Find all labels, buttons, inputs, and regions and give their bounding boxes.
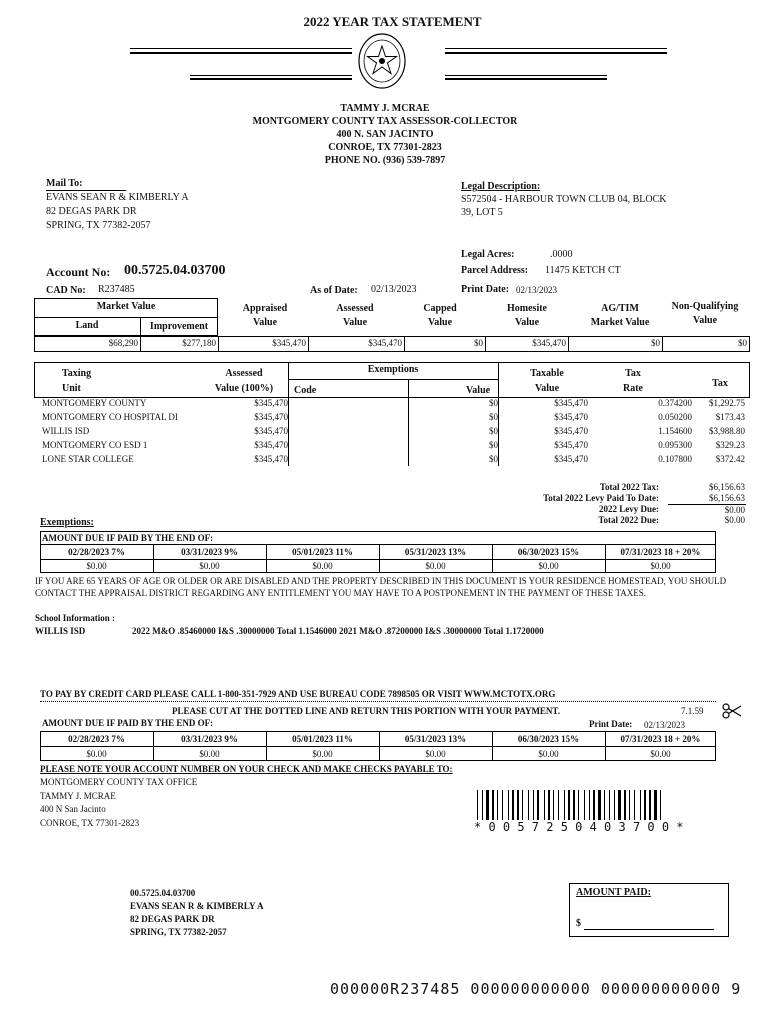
barcode-bar — [564, 790, 565, 820]
barcode-bar — [640, 790, 641, 820]
barcode-bar — [566, 790, 567, 820]
table-row: MONTGOMERY COUNTY $345,470 $0 $345,470 0.374200 $1,292.75 — [42, 398, 745, 408]
header-rule — [445, 52, 667, 54]
barcode-bar — [658, 790, 659, 820]
barcode-bar — [662, 790, 664, 820]
barcode-bar — [522, 790, 523, 820]
amount-2: $0.00 — [199, 561, 220, 571]
barcode-bar — [484, 790, 485, 820]
paid-to-date-label: Total 2022 Levy Paid To Date: — [543, 493, 659, 503]
barcode-bar — [584, 790, 585, 820]
barcode-bar — [586, 790, 588, 820]
print-date-label: Print Date: — [461, 284, 510, 295]
period-5: 06/30/2023 15% — [517, 547, 580, 557]
barcode-bar — [636, 790, 639, 820]
amount-6: $0.00 — [650, 561, 671, 571]
exemptions-header: Exemptions — [367, 364, 419, 375]
appraised-value: $345,470 — [272, 338, 306, 348]
period-4: 05/31/2023 13% — [404, 547, 467, 557]
barcode-bar — [520, 790, 521, 820]
barcode-bar — [510, 790, 511, 820]
barcode-bar — [533, 790, 534, 820]
county-seal-icon — [357, 32, 407, 90]
table-row: MONTGOMERY CO ESD 1 $345,470 $0 $345,470 0.095300 $329.23 — [42, 440, 745, 450]
parcel-address: 11475 KETCH CT — [545, 265, 621, 276]
stub-period-4: 05/31/2023 13% — [404, 734, 467, 744]
school-rates: 2022 M&O .85460000 I&S .30000000 Total 1.1546000 2021 M&O .87200000 I&S .30000000 Total 1.1720000 — [132, 626, 544, 636]
appraised-header: Appraised Value — [242, 303, 288, 328]
barcode-bar — [654, 790, 657, 820]
stub-amount-due-title: AMOUNT DUE IF PAID BY THE END OF: — [42, 718, 214, 728]
remit-city: SPRING, TX 77382-2057 — [130, 927, 227, 937]
barcode-bar — [596, 790, 597, 820]
barcode-bar — [504, 790, 507, 820]
mail-to-label: Mail To: — [46, 178, 83, 189]
collector-name: TAMMY J. MCRAE — [340, 103, 430, 114]
period-2: 03/31/2023 9% — [181, 547, 238, 557]
stub-period-5: 06/30/2023 15% — [517, 734, 580, 744]
barcode-bar — [627, 790, 628, 820]
barcode-bar — [512, 790, 514, 820]
barcode-bar — [479, 790, 481, 820]
barcode-bar — [647, 790, 648, 820]
barcode-bar — [622, 790, 623, 820]
taxing-unit-header: Taxing Unit — [62, 368, 92, 394]
levy-due-label: 2022 Levy Due: — [599, 504, 659, 514]
barcode-bar — [537, 790, 539, 820]
account-barcode — [477, 790, 665, 820]
barcode-bar — [497, 790, 498, 820]
school-district: WILLIS ISD — [35, 626, 86, 636]
tax-header: Tax — [712, 378, 728, 389]
office-title: MONTGOMERY COUNTY TAX ASSESSOR-COLLECTOR — [252, 116, 518, 127]
header-rule — [190, 78, 352, 80]
legal-description: S572504 - HARBOUR TOWN CLUB 04, BLOCK — [461, 194, 667, 205]
stub-amount-6: $0.00 — [650, 749, 671, 759]
barcode-bar — [560, 790, 563, 820]
barcode-bar — [629, 790, 630, 820]
table-row: WILLIS ISD $345,470 $0 $345,470 1.154600 $3,988.80 — [42, 426, 745, 436]
dollar-sign: $ — [576, 918, 581, 929]
statement-title: 2022 YEAR TAX STATEMENT — [303, 14, 482, 29]
payee-line-3: 400 N San Jacinto — [40, 804, 106, 814]
barcode-text: * 0 0 5 7 2 5 0 4 0 3 7 0 0 * — [474, 820, 684, 834]
agtim-value: $0 — [651, 338, 660, 348]
barcode-bar — [642, 790, 643, 820]
form-version: 7.1.59 — [681, 706, 704, 716]
barcode-bar — [499, 790, 501, 820]
barcode-bar — [611, 790, 613, 820]
tax-rows — [42, 398, 750, 468]
barcode-bar — [591, 790, 592, 820]
header-rule — [445, 48, 667, 49]
barcode-bar — [540, 790, 543, 820]
barcode-bar — [502, 790, 503, 820]
office-city: CONROE, TX 77301-2823 — [328, 142, 442, 153]
owner-address: 82 DEGAS PARK DR — [46, 206, 137, 217]
barcode-bar — [598, 790, 601, 820]
barcode-bar — [482, 790, 483, 820]
owner-name: EVANS SEAN R & KIMBERLY A — [46, 192, 189, 203]
payable-note: PLEASE NOTE YOUR ACCOUNT NUMBER ON YOUR CHECK AND MAKE CHECKS PAYABLE TO: — [40, 764, 453, 774]
improvement-value: $277,180 — [182, 338, 216, 348]
land-header: Land — [75, 320, 99, 331]
barcode-bar — [614, 790, 615, 820]
barcode-bar — [490, 790, 491, 820]
stub-amount-3: $0.00 — [312, 749, 333, 759]
barcode-bar — [649, 790, 651, 820]
barcode-bar — [551, 790, 552, 820]
barcode-bar — [578, 790, 579, 820]
barcode-bar — [517, 790, 519, 820]
total-tax-label: Total 2022 Tax: — [599, 482, 659, 492]
stub-amount-2: $0.00 — [199, 749, 220, 759]
legal-acres-label: Legal Acres: — [461, 249, 515, 260]
paid-to-date: $6,156.63 — [709, 493, 745, 503]
barcode-bar — [495, 790, 496, 820]
amount-paid-label: AMOUNT PAID: — [576, 887, 651, 898]
barcode-bar — [644, 790, 646, 820]
barcode-bar — [548, 790, 550, 820]
barcode-bar — [634, 790, 635, 820]
market-value-header: Market Value — [96, 301, 156, 312]
barcode-bar — [555, 790, 557, 820]
homesite-value: $345,470 — [532, 338, 566, 348]
barcode-bar — [530, 790, 532, 820]
amount-4: $0.00 — [425, 561, 446, 571]
header-rule — [445, 75, 607, 76]
remit-name: EVANS SEAN R & KIMBERLY A — [130, 901, 264, 911]
barcode-bar — [515, 790, 516, 820]
header-rule — [445, 78, 607, 80]
barcode-bar — [568, 790, 570, 820]
barcode-bar — [631, 790, 633, 820]
payee-line-2: TAMMY J. MCRAE — [40, 791, 116, 801]
mail-to-underline — [46, 190, 126, 191]
period-6: 07/31/2023 18 + 20% — [620, 547, 701, 557]
amount-5: $0.00 — [538, 561, 559, 571]
stub-period-3: 05/01/2023 11% — [292, 734, 353, 744]
remit-account: 00.5725.04.03700 — [130, 888, 196, 898]
credit-card-notice: TO PAY BY CREDIT CARD PLEASE CALL 1-800-351-7929 AND USE BUREAU CODE 7898505 OR VISIT WWW.MCTOTX.ORG — [40, 689, 556, 699]
barcode-bar — [624, 790, 626, 820]
barcode-bar — [535, 790, 536, 820]
amount-1: $0.00 — [86, 561, 107, 571]
ocr-scan-line: 000000R237485 000000000000 000000000000 9 — [330, 980, 742, 998]
barcode-bar — [616, 790, 617, 820]
barcode-bar — [602, 790, 603, 820]
account-label: Account No: — [46, 265, 111, 279]
parcel-address-label: Parcel Address: — [461, 265, 529, 276]
senior-notice: IF YOU ARE 65 YEARS OF AGE OR OLDER OR ARE DISABLED AND THE PROPERTY DESCRIBED IN THIS DOCUMENT IS YOUR RESIDENCE HOMESTEAD, YOU SHOULD CONTACT THE APPRAISAL DISTRICT REGARDING ANY ENTITLEMENT YOU MAY HAVE TO A POSTPONEMENT IN THE PAYMENT OF THESE TAXES. — [35, 576, 727, 598]
stub-amount-4: $0.00 — [425, 749, 446, 759]
amount-3: $0.00 — [312, 561, 333, 571]
barcode-bar — [571, 790, 572, 820]
owner-city: SPRING, TX 77382-2057 — [46, 220, 151, 231]
as-of-date: 02/13/2023 — [371, 284, 417, 295]
agtim-header: AG/TIM Market Value — [590, 303, 650, 328]
tax-rate-header: Tax Rate — [623, 368, 643, 394]
amount-paid-entry-line[interactable] — [584, 929, 714, 930]
stub-amount-1: $0.00 — [86, 749, 107, 759]
cad-number: R237485 — [98, 284, 135, 295]
total-tax: $6,156.63 — [709, 482, 745, 492]
barcode-bar — [524, 790, 527, 820]
cad-label: CAD No: — [46, 285, 86, 296]
stub-amount-5: $0.00 — [538, 749, 559, 759]
cut-line — [40, 701, 716, 702]
barcode-bar — [606, 790, 608, 820]
stub-print-date: 02/13/2023 — [644, 720, 686, 730]
barcode-bar — [573, 790, 575, 820]
barcode-bar — [477, 790, 478, 820]
office-street: 400 N. SAN JACINTO — [336, 129, 434, 140]
barcode-bar — [528, 790, 529, 820]
remit-address: 82 DEGAS PARK DR — [130, 914, 215, 924]
stub-period-1: 02/28/2023 7% — [68, 734, 125, 744]
capped-value: $0 — [474, 338, 483, 348]
barcode-bar — [508, 790, 509, 820]
office-phone: PHONE NO. (936) 539-7897 — [324, 155, 446, 166]
assessed-100-header: Assessed Value (100%) — [214, 368, 274, 394]
barcode-bar — [492, 790, 494, 820]
exemptions-label: Exemptions: — [40, 517, 94, 528]
period-3: 05/01/2023 11% — [292, 547, 353, 557]
print-date: 02/13/2023 — [516, 285, 558, 295]
payee-line-4: CONROE, TX 77301-2823 — [40, 818, 140, 828]
exemption-value-header: Value — [466, 385, 491, 396]
barcode-bar — [558, 790, 559, 820]
period-1: 02/28/2023 7% — [68, 547, 125, 557]
stub-period-2: 03/31/2023 9% — [181, 734, 238, 744]
amount-due-title: AMOUNT DUE IF PAID BY THE END OF: — [42, 533, 214, 543]
non-qualifying-value: $0 — [738, 338, 747, 348]
capped-header: Capped Value — [423, 303, 457, 328]
total-due-label: Total 2022 Due: — [598, 515, 659, 525]
barcode-bar — [486, 790, 489, 820]
barcode-bar — [618, 790, 621, 820]
barcode-bar — [544, 790, 545, 820]
code-header: Code — [294, 385, 317, 396]
as-of-date-label: As of Date: — [310, 285, 358, 296]
account-number: 00.5725.04.03700 — [124, 263, 226, 278]
non-qualifying-header: Non-Qualifying Value — [671, 301, 739, 326]
barcode-bar — [609, 790, 610, 820]
assessed-header: Assessed Value — [336, 303, 374, 328]
header-rule — [130, 48, 352, 49]
taxable-value-header: Taxable Value — [530, 368, 564, 394]
barcode-bar — [553, 790, 554, 820]
barcode-bar — [652, 790, 653, 820]
barcode-bar — [593, 790, 595, 820]
barcode-bar — [546, 790, 547, 820]
payee-line-1: MONTGOMERY COUNTY TAX OFFICE — [40, 777, 198, 787]
stub-period-6: 07/31/2023 18 + 20% — [620, 734, 701, 744]
header-rule — [190, 75, 352, 76]
homesite-header: Homesite Value — [507, 303, 547, 328]
barcode-bar — [580, 790, 583, 820]
barcode-bar — [576, 790, 577, 820]
scissors-icon — [722, 703, 742, 719]
legal-description-2: 39, LOT 5 — [461, 207, 503, 218]
legal-acres: .0000 — [550, 249, 573, 260]
assessed-value: $345,470 — [368, 338, 402, 348]
legal-description-label: Legal Description: — [461, 181, 541, 192]
cut-notice: PLEASE CUT AT THE DOTTED LINE AND RETURN THIS PORTION WITH YOUR PAYMENT. — [172, 706, 561, 716]
stub-print-date-label: Print Date: — [589, 719, 633, 729]
levy-due: $0.00 — [724, 505, 745, 515]
header-rule — [130, 52, 352, 54]
barcode-bar — [604, 790, 605, 820]
total-due: $0.00 — [724, 515, 745, 525]
school-info-label: School Information : — [35, 613, 116, 623]
table-row: MONTGOMERY CO HOSPITAL DI $345,470 $0 $345,470 0.050200 $173.43 — [42, 412, 745, 422]
table-row: LONE STAR COLLEGE $345,470 $0 $345,470 0.107800 $372.42 — [42, 454, 745, 464]
land-value: $68,290 — [108, 338, 138, 348]
barcode-bar — [589, 790, 590, 820]
improvement-header: Improvement — [149, 321, 209, 332]
barcode-bar — [660, 790, 661, 820]
